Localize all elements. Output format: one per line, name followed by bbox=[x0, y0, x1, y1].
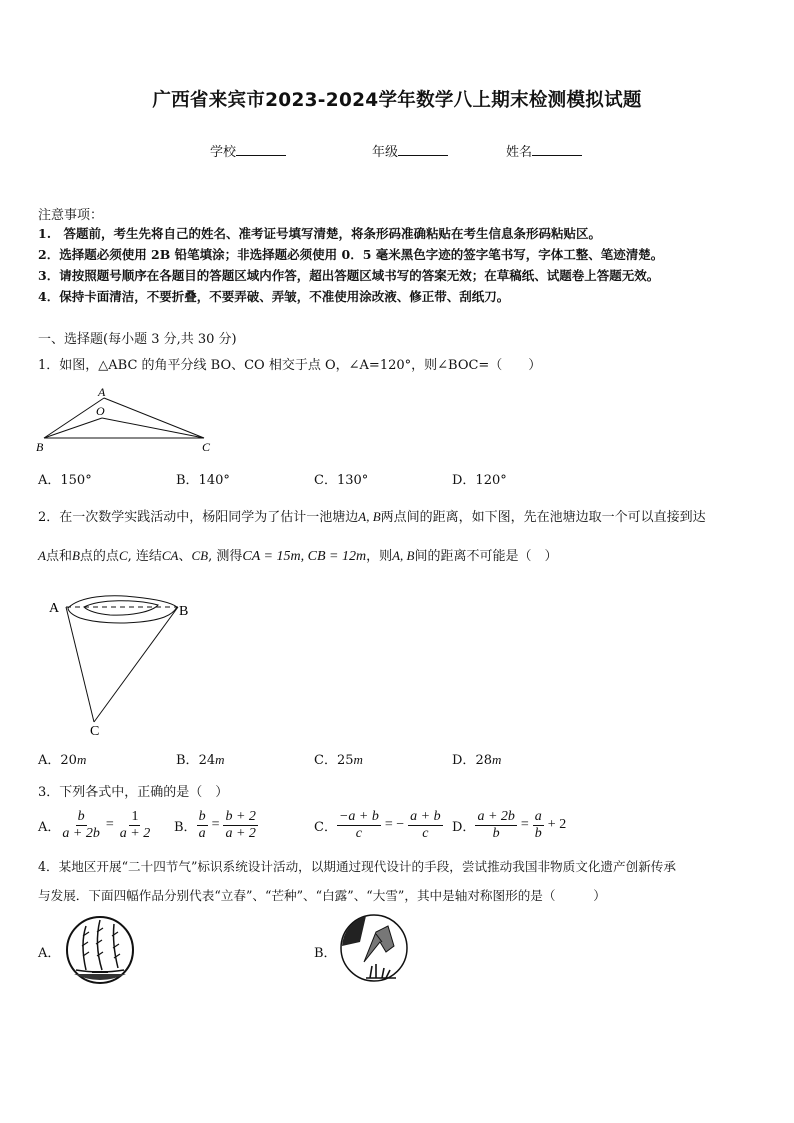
denominator: a + 2b bbox=[62, 825, 100, 841]
denominator: b bbox=[492, 825, 500, 841]
notice-item: 1. 答题前，考生先将自己的姓名、准考证号填写清楚，将条形码准确粘贴在考生信息条形码粘贴区。 bbox=[38, 226, 602, 241]
q2-text: ，则 bbox=[366, 549, 393, 564]
q3-option-a[interactable] bbox=[38, 805, 152, 845]
denominator: a bbox=[198, 825, 206, 841]
q3-option-prefix: C． bbox=[314, 819, 337, 835]
equals-sign: = bbox=[105, 817, 114, 832]
name-label: 姓名 bbox=[506, 145, 533, 160]
q4-mangzhong-figure bbox=[336, 912, 412, 984]
q2-option-unit: m bbox=[353, 752, 363, 767]
section-heading: 一、选择题(每小题 3 分,共 30 分) bbox=[38, 332, 237, 347]
q2-pond-figure bbox=[40, 590, 200, 740]
plus-term: + 2 bbox=[547, 817, 567, 832]
numerator: a + 2b bbox=[477, 808, 515, 824]
q1-stem: 1．如图，△ABC 的角平分线 BO、CO 相交于点 O，∠A=120°，则∠BOC=（ ） bbox=[38, 358, 542, 373]
q2-text: , 连结 bbox=[127, 549, 162, 564]
fraction bbox=[337, 809, 381, 842]
q2-math-cb: CB bbox=[191, 548, 209, 563]
q2-line1-post: 两点间的距离，如下图，先在池塘边取一个可以直接到达 bbox=[380, 510, 706, 525]
numerator: 1 bbox=[131, 808, 139, 824]
q2-option-prefix: A． bbox=[38, 753, 61, 768]
q2-math-a: A bbox=[38, 548, 46, 563]
q2-option-unit: m bbox=[215, 752, 225, 767]
fraction bbox=[408, 809, 442, 842]
school-label: 学校 bbox=[210, 145, 237, 160]
q2-label-b: B bbox=[179, 604, 189, 619]
q2-line1 bbox=[38, 506, 706, 525]
school-field[interactable] bbox=[210, 141, 286, 160]
q4-line1: 4．某地区开展“二十四节气”标识系统设计活动，以期通过现代设计的手段，尝试推动我国非物质文化遗产创新传承 bbox=[38, 859, 676, 874]
grade-label: 年级 bbox=[372, 145, 399, 160]
q2-option-prefix: D． bbox=[452, 753, 476, 768]
fraction bbox=[118, 809, 152, 842]
q2-line1-pre: 2．在一次数学实践活动中，杨阳同学为了估计一池塘边 bbox=[38, 510, 359, 525]
fraction bbox=[223, 809, 257, 842]
q2-text: 点和 bbox=[45, 549, 72, 564]
equals-sign: = bbox=[211, 817, 220, 832]
denominator: b bbox=[534, 825, 542, 841]
equals-sign: = − bbox=[384, 817, 405, 832]
q2-option-value: 20 bbox=[60, 753, 77, 768]
grade-blank[interactable] bbox=[398, 143, 448, 156]
notice-heading: 注意事项： bbox=[38, 208, 104, 223]
q2-math-b: B bbox=[71, 548, 80, 563]
q1-label-a: A bbox=[98, 385, 106, 399]
fraction bbox=[197, 809, 208, 842]
q2-text: 间的距离不可能是（ ） bbox=[414, 549, 558, 564]
equals-sign: = bbox=[520, 817, 529, 832]
q2-line2 bbox=[38, 545, 557, 565]
q3-option-d[interactable] bbox=[452, 805, 566, 845]
q2-option-c[interactable] bbox=[314, 749, 363, 768]
q2-text: 点的点 bbox=[79, 549, 119, 564]
q3-option-prefix: D． bbox=[452, 819, 476, 835]
q2-text: 、 bbox=[178, 549, 192, 564]
notice-item: 2．选择题必须使用 2B 铅笔填涂；非选择题必须使用 0．5 毫米黑色字迹的签字笔书写，字体工整、笔迹清楚。 bbox=[38, 247, 664, 262]
q2-option-value: 25 bbox=[336, 753, 354, 768]
q4-lichun-figure bbox=[62, 914, 138, 986]
q4-option-a[interactable]: A． bbox=[38, 946, 61, 961]
numerator: a bbox=[534, 808, 542, 824]
q1-option-a[interactable]: A．150° bbox=[38, 473, 92, 488]
fraction bbox=[475, 809, 516, 842]
q2-math-eq: CA = 15m, CB = 12m bbox=[242, 549, 367, 564]
q2-option-unit: m bbox=[491, 752, 502, 767]
fraction bbox=[533, 809, 544, 842]
q2-line1-math: A, B bbox=[358, 509, 381, 524]
q4-option-b[interactable]: B． bbox=[314, 946, 337, 961]
q2-math-c: C bbox=[118, 548, 128, 563]
q2-option-value: 28 bbox=[475, 753, 492, 768]
q2-math-ab: A, B bbox=[392, 548, 415, 563]
q2-option-value: 24 bbox=[198, 753, 216, 768]
q2-math-ca: CA bbox=[161, 548, 179, 563]
q2-label-a: A bbox=[49, 601, 60, 616]
q3-stem: 3．下列各式中，正确的是（ ） bbox=[38, 785, 229, 800]
notice-item: 3．请按照题号顺序在各题目的答题区域内作答，超出答题区域书写的答案无效；在草稿纸、试题卷上答题无效。 bbox=[38, 268, 660, 283]
q3-option-prefix: A． bbox=[38, 819, 61, 835]
school-blank[interactable] bbox=[236, 143, 286, 156]
q1-triangle-figure bbox=[34, 384, 224, 456]
denominator: a + 2 bbox=[225, 825, 256, 841]
q2-option-prefix: B． bbox=[176, 753, 199, 768]
q3-option-b[interactable] bbox=[174, 805, 258, 845]
q4-line2: 与发展．下面四幅作品分别代表“立春”、“芒种”、“白露”、“大雪”，其中是轴对称图形的是（ ） bbox=[38, 888, 606, 903]
fraction bbox=[60, 809, 101, 842]
q2-option-unit: m bbox=[76, 752, 87, 767]
q1-label-o: O bbox=[96, 404, 105, 418]
q2-label-c: C bbox=[90, 724, 100, 739]
numerator: b bbox=[198, 808, 206, 824]
q1-option-d[interactable]: D．120° bbox=[452, 473, 507, 488]
q3-option-prefix: B． bbox=[174, 819, 197, 835]
numerator: b bbox=[77, 808, 85, 824]
numerator: a + b bbox=[410, 808, 441, 824]
page-title: 广西省来宾市2023-2024学年数学八上期末检测模拟试题 bbox=[152, 90, 642, 111]
q1-label-b: B bbox=[36, 440, 44, 454]
q3-option-c[interactable] bbox=[314, 805, 443, 845]
q2-option-a[interactable] bbox=[38, 749, 86, 768]
q1-label-c: C bbox=[202, 440, 211, 454]
q2-text: , 测得 bbox=[208, 549, 243, 564]
numerator: b + 2 bbox=[225, 808, 256, 824]
grade-field[interactable] bbox=[372, 141, 448, 160]
denominator: c bbox=[422, 825, 429, 841]
denominator: a + 2 bbox=[119, 825, 151, 841]
numerator: −a + b bbox=[338, 808, 379, 824]
notice-item: 4．保持卡面清洁，不要折叠，不要弄破、弄皱，不准使用涂改液、修正带、刮纸刀。 bbox=[38, 289, 510, 304]
name-field[interactable] bbox=[506, 141, 582, 160]
name-blank[interactable] bbox=[532, 143, 582, 156]
q2-option-b[interactable] bbox=[176, 749, 225, 768]
q1-option-c[interactable]: C．130° bbox=[314, 473, 369, 488]
q2-option-prefix: C． bbox=[314, 753, 337, 768]
q1-option-b[interactable]: B．140° bbox=[176, 473, 230, 488]
q2-option-d[interactable] bbox=[452, 749, 501, 768]
denominator: c bbox=[355, 825, 363, 841]
